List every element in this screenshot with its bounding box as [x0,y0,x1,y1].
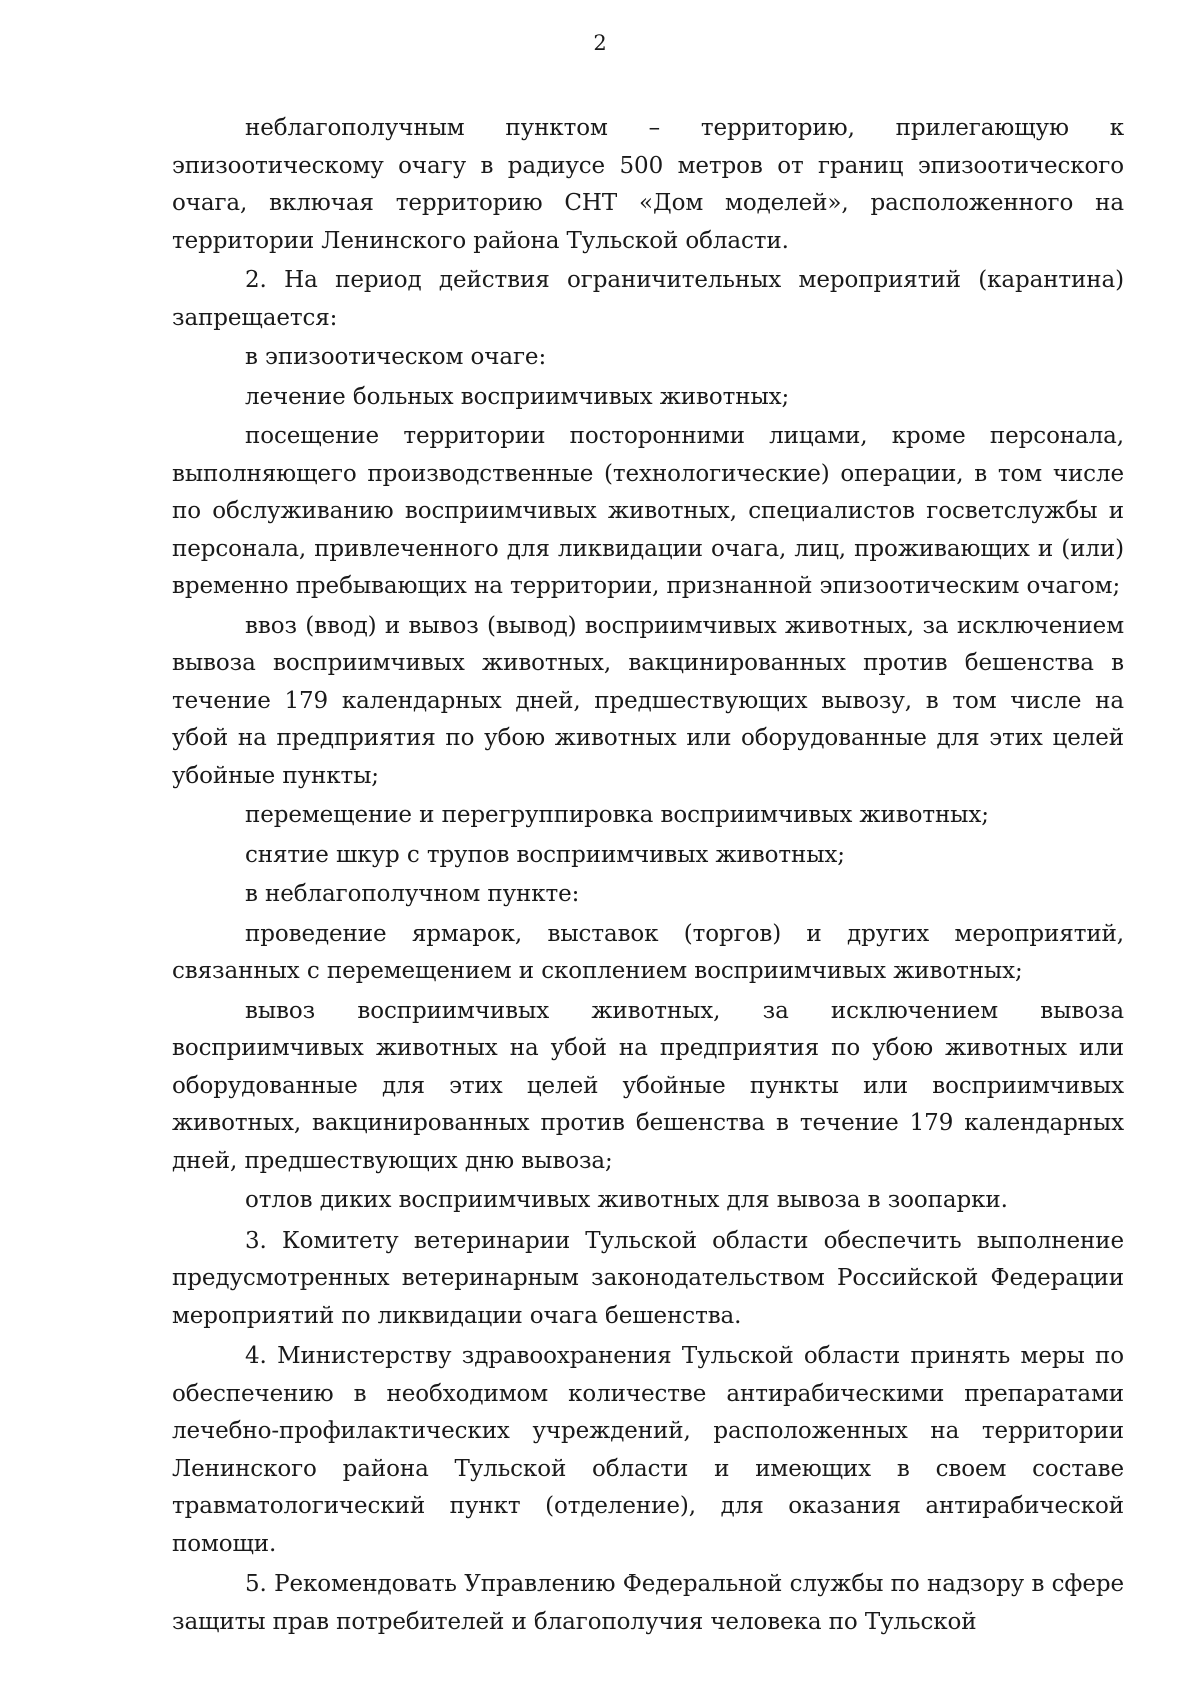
paragraph: проведение ярмарок, выставок (торгов) и других мероприятий, связанных с перемещением и скоплением восприимчивых животных; [172,920,1124,984]
paragraph: ввоз (ввод) и вывоз (вывод) восприимчивых животных, за исключением вывоза восприимчивых животных, вакцинированных против бешенства в течение 179 календарных дней, предшествующих вывозу, в том числе на убой на предприятия по убою животных или оборудованные для этих целей убойные пункты; [172,612,1124,789]
paragraph: перемещение и перегруппировка восприимчивых животных; [245,802,989,828]
paragraph: 5. Рекомендовать Управлению Федеральной службы по надзору в сфере защиты прав потребителей и благополучия человека по Тульской [172,1571,1124,1635]
paragraph: лечение больных восприимчивых животных; [245,383,790,410]
paragraph: вывоз восприимчивых животных, за исключением вывоза восприимчивых животных на убой на предприятия по убою животных или оборудованные для этих целей убойные пункты или восприимчивых животных, вакцинированных против бешенства в течение 179 календарных дней, предшествующих дню вывоза; [172,997,1124,1174]
document-body [172,110,1124,1643]
paragraph: 3. Комитету ветеринарии Тульской области обеспечить выполнение предусмотренных ветеринарным законодательством Российской Федерации мероприятий по ликвидации очага бешенства. [172,1227,1124,1329]
paragraph: 2. На период действия ограничительных мероприятий (карантина) запрещается: [172,267,1124,331]
paragraph: в неблагополучном пункте: [245,881,580,907]
page-number: 2 [593,31,607,55]
paragraph: посещение территории посторонними лицами, кроме персонала, выполняющего производственные (технологические) операции, в том числе по обслуживанию восприимчивых животных, специалистов госветслужбы и персонала, привлеченного для ликвидации очага, лиц, проживающих и (или) временно пребывающих на территории, признанной эпизоотическим очагом; [172,423,1124,599]
paragraph: снятие шкур с трупов восприимчивых животных; [245,841,845,868]
paragraph: 4. Министерству здравоохранения Тульской области принять меры по обеспечению в необходимом количестве антирабическими препаратами лечебно-профилактических учреждений, расположенных на территории Ленинского района Тульской области и имеющих в своем составе травматологический пункт (отделение), для оказания антирабической помощи. [172,1343,1124,1557]
paragraph: в эпизоотическом очаге: [245,344,547,370]
paragraph: неблагополучным пунктом – территорию, прилегающую к эпизоотическому очагу в радиусе 500 метров от границ эпизоотического очага, включая территорию СНТ «Дом моделей», расположенного на территории Ленинского района Тульской области. [172,115,1124,254]
paragraph: отлов диких восприимчивых животных для вывоза в зоопарки. [245,1187,1008,1213]
